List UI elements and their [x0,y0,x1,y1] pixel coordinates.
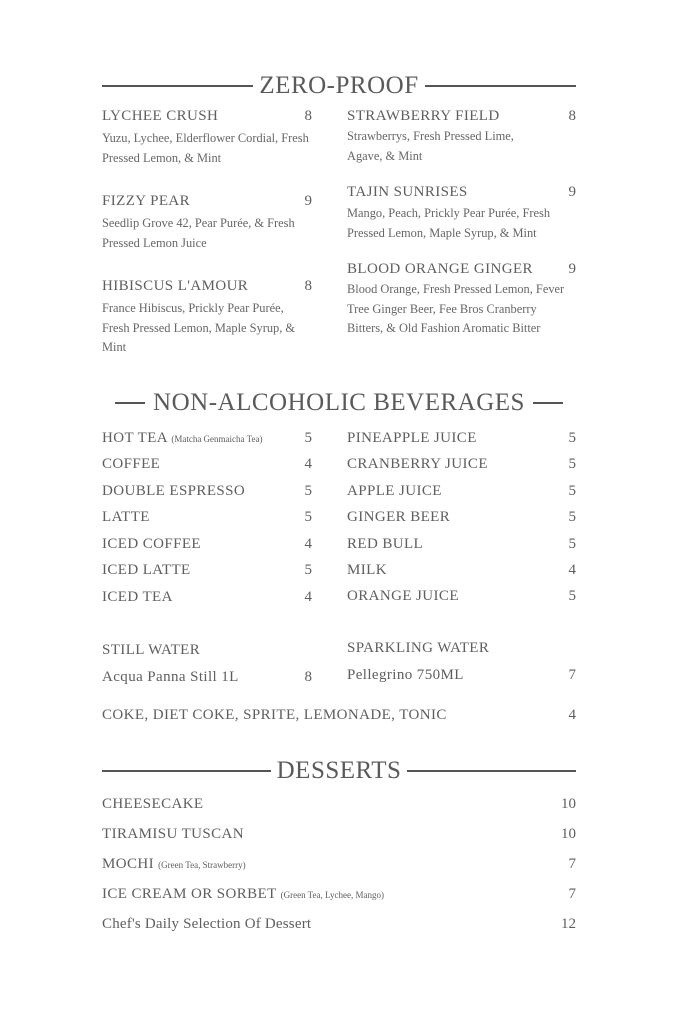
beverage-name: GINGER BEER [347,509,451,525]
dessert-price: 10 [561,826,576,842]
dessert-price: 12 [561,916,576,932]
dessert-price: 10 [561,796,576,812]
dessert-price: 7 [568,886,576,902]
beverage-name: ICED TEA [102,589,173,605]
drink-name: TAJIN SUNRISES [347,184,468,200]
dessert-price: 7 [568,856,576,872]
beverage-name: PINEAPPLE JUICE [347,430,477,446]
drink-description: Yuzu, Lychee, Elderflower Cordial, Fresh Pressed Lemon, & Mint [102,131,309,165]
beverage-name: ICED LATTE [102,562,191,578]
drink-description: Blood Orange, Fresh Pressed Lemon, Fever Tree Ginger Beer, Fee Bros Cranberry Bitters, & Old Fashion Aromatic Bitter [347,282,565,335]
desserts-heading [102,755,576,787]
dessert-name [102,886,384,903]
beverage-price: 4 [304,589,312,605]
drink-description: Seedlip Grove 42, Pear Purée, & Fresh Pressed Lemon Juice [102,216,295,250]
beverage-note: (Matcha Genmaicha Tea) [171,434,263,444]
drink-price: 9 [568,184,576,200]
drink-name: STRAWBERRY FIELD [347,108,500,124]
beverage-name: APPLE JUICE [347,483,442,499]
beverage-price: 5 [568,456,576,472]
beverage-price: 5 [568,536,576,552]
beverage-price: 5 [568,588,576,604]
drink-price: 9 [304,193,312,209]
dessert-name: TIRAMISU TUSCAN [102,826,244,842]
drink-price: 8 [304,108,312,124]
heading-rule-right [425,85,576,87]
beverage-name: RED BULL [347,536,424,552]
beverage-name: COFFEE [102,456,161,472]
dessert-label: MOCHI [102,856,155,872]
beverage-price: 5 [568,483,576,499]
section-title: NON-ALCOHOLIC BEVERAGES [153,389,525,416]
section-title: DESSERTS [276,757,402,784]
section-title: ZERO-PROOF [259,72,419,99]
beverage-name: CRANBERRY JUICE [347,456,488,472]
drink-name: FIZZY PEAR [102,193,191,209]
heading-rule-left [115,402,145,404]
beverage-price: 5 [568,509,576,525]
beverage-price: 5 [304,562,312,578]
dessert-note: (Green Tea, Strawberry) [158,860,246,870]
dessert-note: (Green Tea, Lychee, Mango) [280,890,385,900]
heading-rule-right [407,770,576,772]
beverage-price: 4 [568,562,576,578]
sparkling-water-item: Pellegrino 750ML [347,667,464,683]
drink-description: Mango, Peach, Prickly Pear Purée, Fresh Pressed Lemon, Maple Syrup, & Mint [347,206,551,240]
still-water-price: 8 [304,669,312,685]
sodas-price: 4 [568,707,576,723]
dessert-name [102,856,246,873]
heading-rule-right [533,402,563,404]
dessert-label: ICE CREAM OR SORBET [102,886,277,902]
drink-description: France Hibiscus, Prickly Pear Purée, Fresh Pressed Lemon, Maple Syrup, & Mint [102,301,296,354]
zero-proof-heading [102,70,576,102]
beverage-price: 5 [304,483,312,499]
beverage-name [102,430,262,447]
beverage-price: 5 [568,430,576,446]
sodas-name: COKE, DIET COKE, SPRITE, LEMONADE, TONIC [102,707,447,723]
heading-rule-left [102,85,253,87]
heading-rule-left [102,770,271,772]
beverage-name: LATTE [102,509,150,525]
drink-price: 9 [568,261,576,277]
beverage-price: 4 [304,536,312,552]
still-water-item: Acqua Panna Still 1L [102,669,239,685]
sparkling-water-heading: SPARKLING WATER [347,640,490,656]
drink-description: Strawberrys, Fresh Pressed Lime, Agave, & Mint [347,129,514,163]
beverage-label: HOT TEA [102,430,168,446]
beverage-name: DOUBLE ESPRESSO [102,483,246,499]
dessert-name: CHEESECAKE [102,796,204,812]
drink-name: LYCHEE CRUSH [102,108,219,124]
drink-name: BLOOD ORANGE GINGER [347,261,533,277]
dessert-name: Chef's Daily Selection Of Dessert [102,916,312,932]
beverage-name: ORANGE JUICE [347,588,459,604]
beverage-price: 4 [304,456,312,472]
drink-name: HIBISCUS L'AMOUR [102,278,249,294]
beverage-name: ICED COFFEE [102,536,201,552]
drink-price: 8 [568,108,576,124]
drink-price: 8 [304,278,312,294]
sparkling-water-price: 7 [568,667,576,683]
non-alcoholic-heading [102,387,576,419]
still-water-heading: STILL WATER [102,642,201,658]
beverage-price: 5 [304,509,312,525]
beverage-price: 5 [304,430,312,446]
beverage-name: MILK [347,562,387,578]
